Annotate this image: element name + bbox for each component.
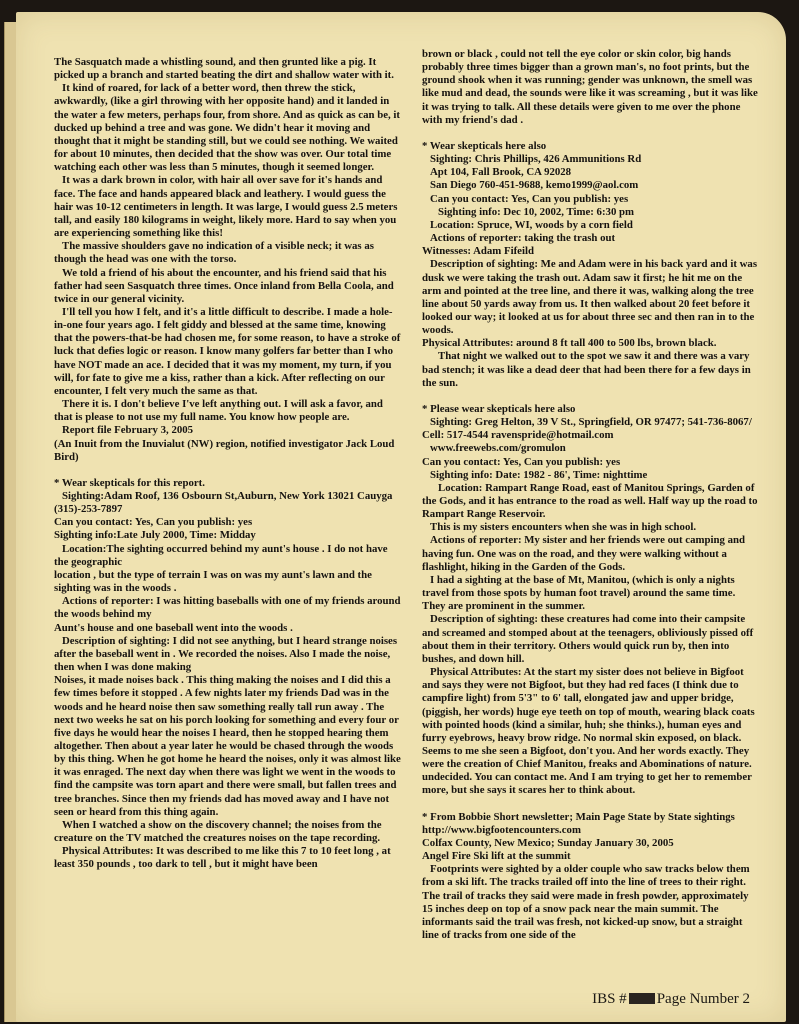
paragraph: Sighting info: Date: 1982 - 86', Time: nighttime — [430, 468, 648, 481]
paragraph: It kind of roared, for lack of a better word, then threw the stick, awkwardly, (like a girl throwing with her opposite hand) and it landed in the water a few meters, perhaps four, from shore. And as quick as can be, it ducked up behind a tree and was gone. We didn't hear it moving and thought that it might be standing still, but we could see nothing. We waited for about 10 minutes, then decided that the show was over. Our total time watching each other was less than 5 minutes, though it seemed longer. — [54, 82, 400, 174]
paragraph: Description of sighting: Me and Adam were in his back yard and it was dusk we were taking the trash out. Adam saw it first; he hit me on the arm and pointed at the tree line, and there it was, walking along the tree line about 50 yards away from us. It then walked about 20 feet before it looked our way; it looked at us for about three sec and then ran in to the woods. — [422, 258, 758, 337]
paragraph: This is my sisters encounters when she was in high school. — [430, 521, 697, 534]
paragraph: Aunt's house and one baseball went into the woods . — [54, 621, 293, 634]
paragraph: There it is. I don't believe I've left anything out. I will ask a favor, and that is please to not use my full name. You know how people are. — [54, 398, 383, 424]
paragraph: Can you contact: Yes, Can you publish: yes — [422, 455, 621, 468]
paragraph: Actions of reporter: taking the trash out — [430, 232, 616, 245]
paragraph: Apt 104, Fall Brook, CA 92028 — [430, 166, 572, 179]
paragraph: The massive shoulders gave no indication of a visible neck; it was as though the head was one with the torso. — [54, 240, 374, 266]
paragraph: location , but the type of terrain I was on was my aunt's lawn and the sighting was in the woods . — [54, 568, 372, 595]
paragraph: Noises, it made noises back . This thing making the noises and I did this a few times before it stopped . A few nights later my friends Dad was in the woods and he heard noise then saw something really tall run away . The next two weeks he sat on his porch looking for something and every four or five days he would hear the noises I heard, then he stopped hearing them altogether. Then about a year later he would be chased through the woods by this thing. When he got home he heard the noises, only it was almost like it was enraged. The next day when there was light we went in the woods to find the campsite was torn apart and there were small, but fallen trees and tree branches. Since then my friends dad has moved away and I have not seen or heard from this thing again. — [54, 674, 401, 818]
paragraph: Sighting: Greg Helton, 39 V St., Springfield, OR 97477; 541-736-8067/ Cell: 517-4544 ravenspride@hotmail.com — [422, 416, 752, 442]
footer-page-number: Page Number 2 — [656, 991, 750, 1007]
paragraph-spacer — [54, 464, 404, 477]
paragraph: Location: Rampart Range Road, east of Manitou Springs, Garden of the Gods, and it has entrance to the road as well. Half way up the road to Rampart Range Reservoir. — [422, 481, 758, 521]
footer-prefix: IBS # — [592, 991, 627, 1007]
paragraph: The Sasquatch made a whistling sound, and then grunted like a pig. It picked up a branch and started beating the dirt and shallow water with it. — [54, 56, 394, 82]
document-page — [16, 12, 786, 1022]
paragraph: I had a sighting at the base of Mt, Manitou, (which is only a nights travel from those spots by human foot travel) around the same time. They are prominent in the summer. — [422, 573, 736, 613]
paragraph: Sighting:Adam Roof, 136 Osbourn St,Auburn, New York 13021 Cauyga (315)-253-7897 — [54, 490, 393, 516]
paragraph: Angel Fire Ski lift at the summit — [422, 850, 571, 863]
paragraph-spacer — [422, 127, 760, 140]
paragraph: Report file February 3, 2005 — [62, 424, 194, 437]
paragraph: Actions of reporter: My sister and her friends were out camping and having fun. One was on the road, and they were walking without a flashlight, hiking in the Garden of the Gods. — [422, 534, 745, 573]
paragraph: Witnesses: Adam Fifeild — [422, 245, 534, 258]
paragraph: Can you contact: Yes, Can you publish: yes — [54, 516, 253, 529]
paragraph: Description of sighting: I did not see anything, but I heard strange noises after the baseball went in . We recorded the noises. Also I made the noise, then when I was done making — [54, 634, 398, 674]
paragraph: We told a friend of his about the encounter, and his friend said that his father had seen Sasquatch three times. Once inland from Bella Coola, and twice in our general vicinity. — [54, 266, 394, 305]
paragraph: Actions of reporter: I was hitting baseballs with one of my friends around the woods behind my — [54, 595, 401, 621]
redacted-issue-number — [629, 993, 655, 1004]
paragraph: Colfax County, New Mexico; Sunday January 30, 2005 — [422, 836, 674, 849]
paragraph: San Diego 760-451-9688, kemo1999@aol.com — [430, 179, 639, 192]
page-footer — [592, 991, 750, 1008]
paragraph: * Please wear skepticals here also — [422, 402, 576, 415]
paragraph: That night we walked out to the spot we saw it and there was a vary bad stench; it was like a dead deer that had been there for a few days in the sun. — [422, 350, 751, 389]
paragraph: It was a dark brown in color, with hair all over save for it's hands and face. The face and hands appeared black and leathery. I would guess the hair was 10-12 centimeters in length. It was large, I would guess 2.5 meters tall, and easily 180 kilograms in weight, likely more. Hard to say when you are experiencing something like this! — [54, 174, 398, 240]
paragraph: Can you contact: Yes, Can you publish: yes — [430, 192, 629, 205]
paragraph-spacer — [422, 390, 760, 403]
paragraph-spacer — [422, 798, 760, 811]
paragraph: Location: Spruce, WI, woods by a corn field — [430, 218, 633, 231]
paragraph: * From Bobbie Short newsletter; Main Page State by State sightings http://www.bigfootencounters.com — [422, 810, 735, 836]
paragraph: Sighting: Chris Phillips, 426 Ammunitions Rd — [430, 153, 642, 166]
paragraph: www.freewebs.com/gromulon — [430, 442, 566, 455]
right-column — [422, 48, 760, 942]
paragraph: Sighting info: Dec 10, 2002, Time: 6:30 pm — [438, 205, 635, 218]
paragraph: Location:The sighting occurred behind my aunt's house . I do not have the geographic — [54, 542, 388, 568]
paragraph: When I watched a show on the discovery channel; the noises from the creature on the TV matched the creatures noises on the tape recording. — [54, 818, 382, 845]
paragraph: Sighting info:Late July 2000, Time: Midday — [54, 529, 256, 542]
paragraph: * Wear skepticals here also — [422, 139, 547, 152]
paragraph: Footprints were sighted by a older couple who saw tracks below them from a ski lift. The tracks trailed off into the line of trees to their right. The trail of tracks they said were made in fresh powder, approximately 15 inches deep on top of a snow pack near the main summit. The informants said the trail was fresh, not kicked-up snow, but a straight line of tracks from one side of the — [422, 863, 750, 941]
paragraph: I'll tell you how I felt, and it's a little difficult to describe. I made a hole-in-one four years ago. I felt giddy and blessed at the same time, knowing that the powers-that-be had chosen me, for some reason, to have a stroke of luck that defies logic or reason. I know many golfers far better than I who have NOT made an ace. I decided that it was my moment, my turn, if you will, for fate to give me a kiss, rather than a kick. After reflecting on our encounter, I felt very much the same as that. — [54, 305, 401, 397]
paragraph: Description of sighting: these creatures had come into their campsite and screamed and stomped about at the teenagers, obliviously pissed off about them in their territory. Others would quick run by, then into bushes, and down hill. — [422, 613, 754, 665]
paragraph: Physical Attributes: At the start my sister does not believe in Bigfoot and says they were not Bigfoot, but they had red faces (I think due to campfire light) from 5'3" to 6' tall, elongated jaw and upper bridge, (piggish, her words) huge eye teeth on top of mouth, wearing black coats with pointed hoods (kind a similar, huh; she thinks.), human eyes and furry eyebrows, heavy brow ridge. No normal skin exposed, on black. Seems to me she seen a Bigfoot, don't you. And her words exactly. They were the creation of Chief Manitou, freaks and Abominations of nature. undecided. You can contact me. And I am trying to get her to remember more, but she says it scares her to think about. — [422, 666, 755, 797]
paragraph: (An Inuit from the Inuvialut (NW) region, notified investigator Jack Loud Bird) — [54, 437, 395, 463]
paragraph: Physical Attributes: It was described to me like this 7 to 10 feet long , at least 350 pounds , too dark to tell , but it might have been — [54, 845, 391, 871]
paragraph: Physical Attributes: around 8 ft tall 400 to 500 lbs, brown black. — [422, 337, 717, 350]
left-column — [54, 56, 404, 872]
paragraph: * Wear skepticals for this report. — [54, 476, 205, 489]
paragraph: brown or black , could not tell the eye color or skin color, big hands probably three times bigger than a grown man's, no foot prints, but the ground shook when it was running; gender was unknown, the smell was like mud and dead, the sounds were like it was screaming , but it was like it was trying to talk. All these details were given to me over the phone with my friend's dad . — [422, 48, 758, 126]
